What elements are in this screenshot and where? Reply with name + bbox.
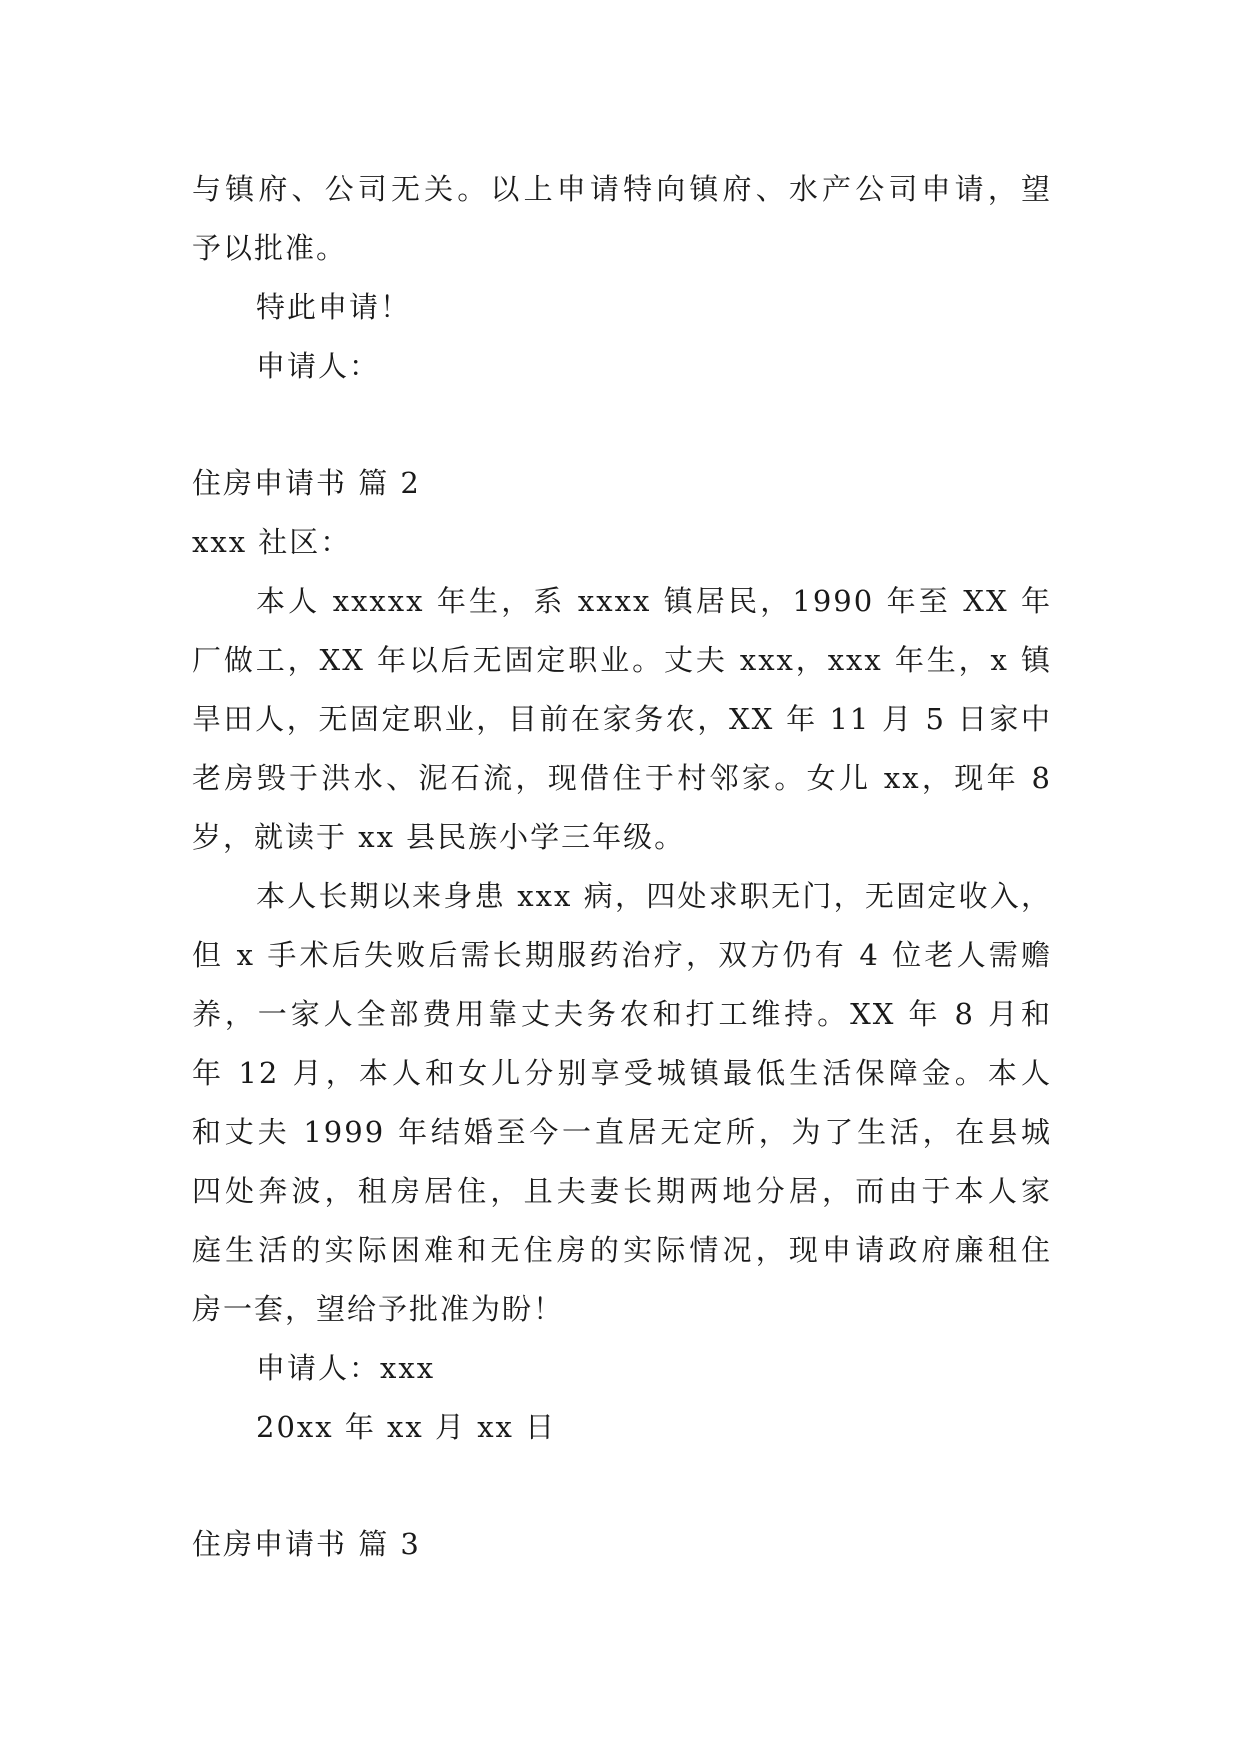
text-line: 年 12 月，本人和女儿分别享受城镇最低生活保障金。本人: [192, 1056, 1052, 1090]
text-line: 予以批准。: [192, 231, 348, 265]
text-line: 旱田人，无固定职业，目前在家务农，XX 年 11 月 5 日家中: [192, 702, 1052, 736]
text-line: 本人 xxxxx 年生，系 xxxx 镇居民，1990 年至 XX 年: [256, 584, 1052, 618]
document-page: [192, 160, 1052, 1574]
text-line: 老房毁于洪水、泥石流，现借住于村邻家。女儿 xx，现年 8: [192, 761, 1052, 795]
text-line: 和丈夫 1999 年结婚至今一直居无定所，为了生活，在县城: [192, 1115, 1052, 1149]
applicant-signature: 申请人：: [256, 349, 381, 383]
text-line: 厂做工，XX 年以后无固定职业。丈夫 xxx，xxx 年生，x 镇: [192, 643, 1052, 677]
text-line: 四处奔波，租房居住，且夫妻长期两地分居，而由于本人家: [192, 1174, 1052, 1208]
paragraph-family-situation: [192, 572, 1052, 867]
text-line: 本人长期以来身患 xxx 病，四处求职无门，无固定收入，: [256, 879, 1052, 913]
spacer: [192, 1457, 1052, 1515]
text-line: 与镇府、公司无关。以上申请特向镇府、水产公司申请，望: [192, 172, 1052, 206]
salutation: xxx 社区：: [192, 525, 352, 559]
paragraph-continuation: [192, 160, 1052, 278]
closing-statement: 特此申请！: [256, 290, 412, 324]
text-line: 房一套，望给予批准为盼！: [192, 1292, 565, 1326]
text-line: 庭生活的实际困难和无住房的实际情况，现申请政府廉租住: [192, 1233, 1052, 1267]
spacer: [192, 396, 1052, 454]
text-line: 但 x 手术后失败后需长期服药治疗，双方仍有 4 位老人需赡: [192, 938, 1052, 972]
applicant-signature: 申请人：xxx: [256, 1351, 436, 1385]
paragraph-hardship: [192, 867, 1052, 1339]
application-date: 20xx 年 xx 月 xx 日: [256, 1410, 557, 1444]
section-heading: 住房申请书 篇 2: [192, 466, 421, 500]
text-line: 养，一家人全部费用靠丈夫务农和打工维持。XX 年 8 月和: [192, 997, 1052, 1031]
text-line: 岁，就读于 xx 县民族小学三年级。: [192, 820, 686, 854]
section-heading: 住房申请书 篇 3: [192, 1527, 421, 1561]
